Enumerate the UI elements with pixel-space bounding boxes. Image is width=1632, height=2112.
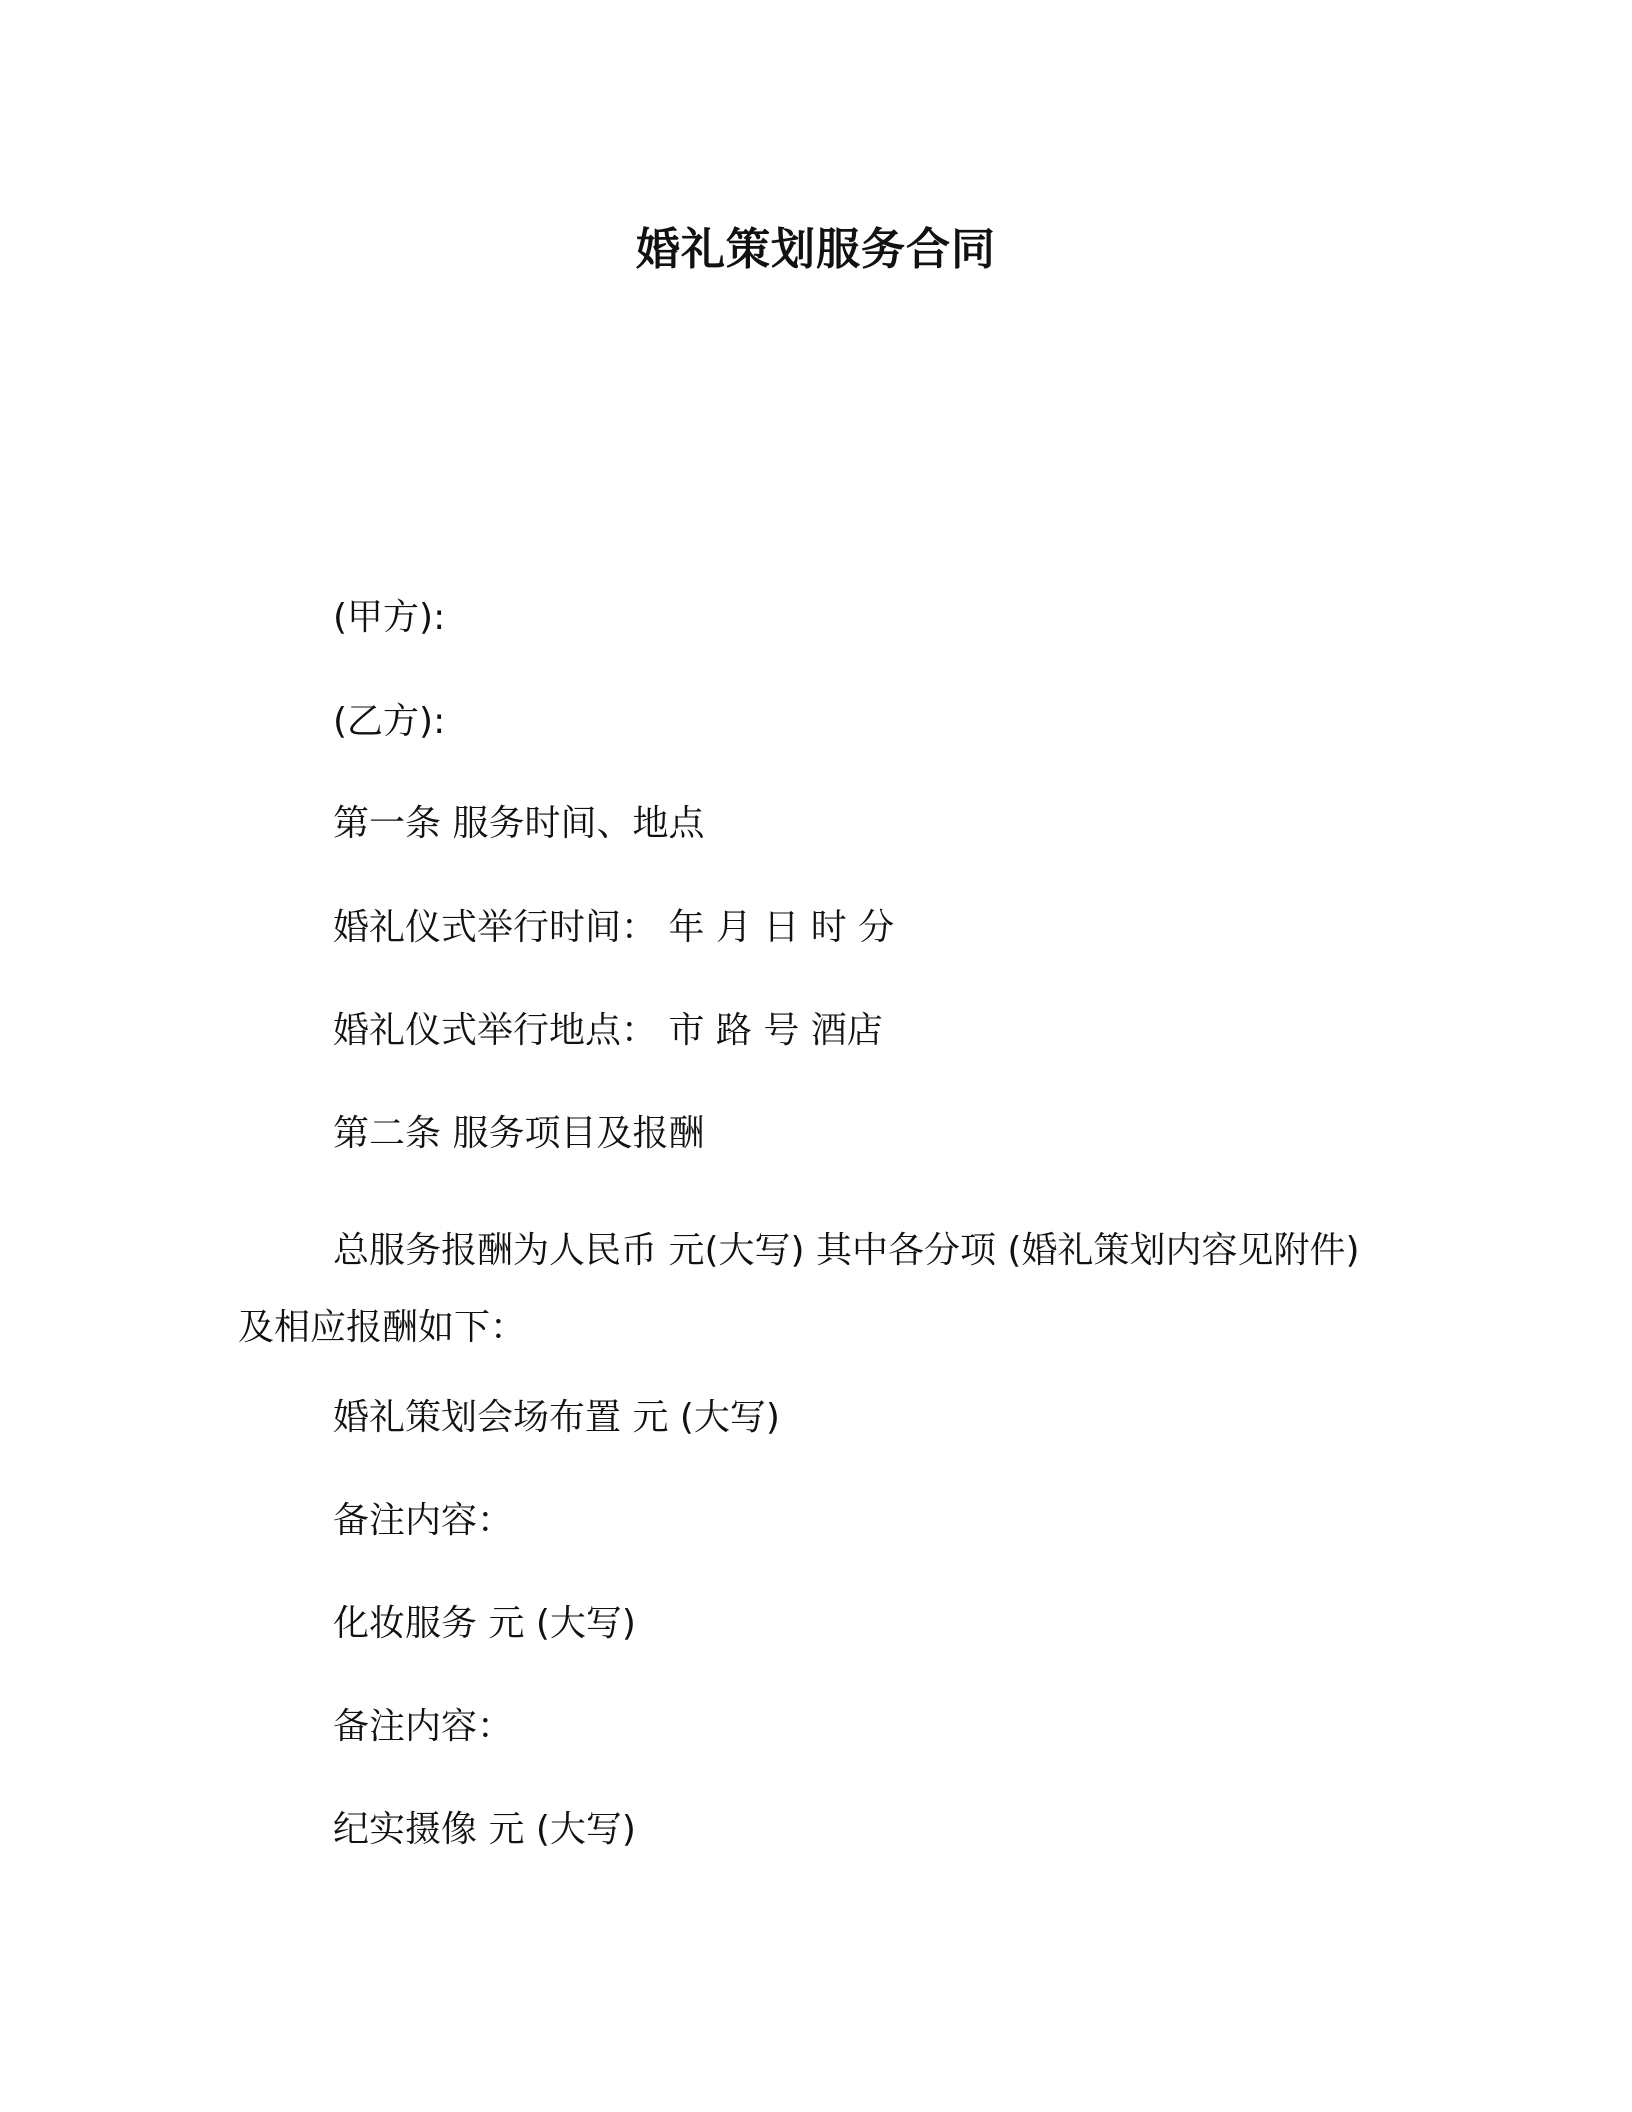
- party-b-line: (乙方):: [333, 701, 446, 742]
- total-fee-paragraph: 总服务报酬为人民币 元(大写) 其中各分项 (婚礼策划内容见附件) 及相应报酬如下：: [238, 1230, 1360, 1348]
- article-1-heading: 第一条 服务时间、地点: [333, 803, 705, 844]
- party-a-line: (甲方):: [333, 597, 446, 638]
- ceremony-time-line: 婚礼仪式举行时间： 年 月 日 时 分: [333, 907, 895, 948]
- makeup-fee: 化妆服务 元 (大写): [333, 1603, 636, 1644]
- documentary-video-fee: 纪实摄像 元 (大写): [333, 1809, 636, 1850]
- document-title: 婚礼策划服务合同: [636, 224, 996, 275]
- remark-line: 备注内容：: [333, 1500, 514, 1541]
- ceremony-location-line: 婚礼仪式举行地点： 市 路 号 酒店: [333, 1010, 883, 1051]
- venue-decoration-fee: 婚礼策划会场布置 元 (大写): [333, 1397, 780, 1438]
- remark-line: 备注内容：: [333, 1706, 514, 1747]
- article-2-heading: 第二条 服务项目及报酬: [333, 1113, 705, 1154]
